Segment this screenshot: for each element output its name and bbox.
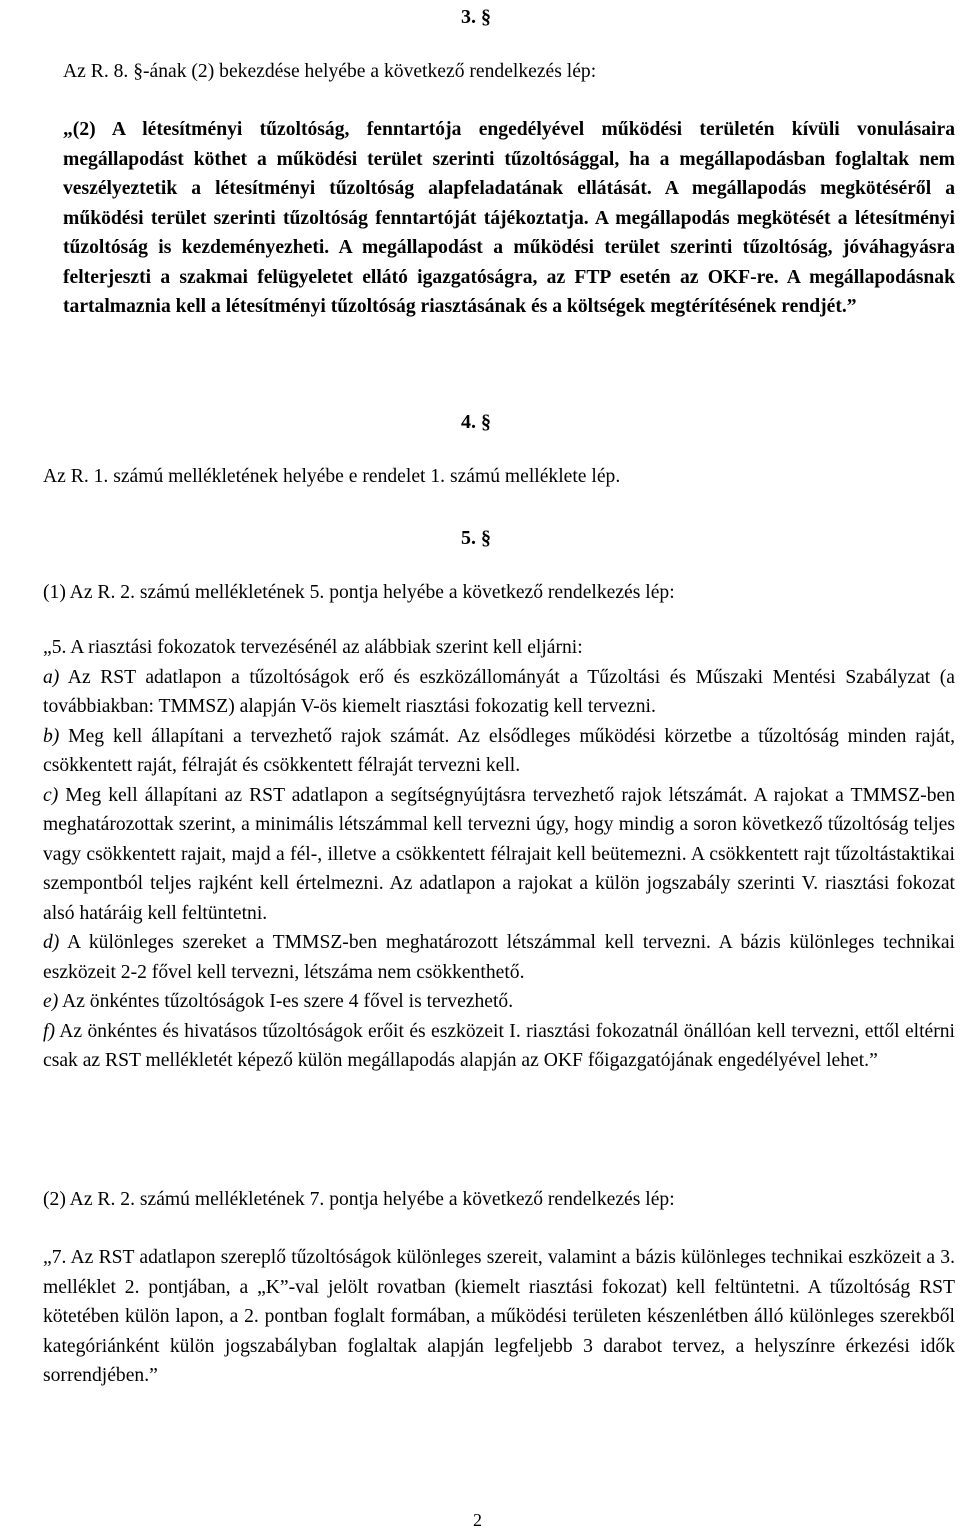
section-4-text: Az R. 1. számú mellékletének helyébe e rendelet 1. számú melléklete lép. [43,466,621,487]
item-letter: e) [43,991,59,1012]
item-letter: b) [43,725,60,747]
section-4-text-block [6,462,955,492]
item-text: A különleges szereket a TMMSZ-ben meghatározott létszámmal kell tervezni. A bázis különleges technikai eszközeit 2-2 fővel kell tervezni, létszáma nem csökkenthető. [43,932,955,983]
item-letter: c) [43,784,59,806]
item-letter: d) [43,932,60,953]
item-text: Az RST adatlapon a tűzoltóságok erő és eszközállományát a Tűzoltási és Műszaki Mentési Szabályzat (a továbbiakban: TMMSZ) alapján V-ös kiemelt riasztási fokozatig kell tervezni. [43,666,955,717]
section-5-point7-block [6,1243,955,1391]
section-3-body-block [6,115,955,322]
point5-item-c [6,781,955,929]
section-5-point5-block [6,633,955,1076]
section-3-body: „(2) A létesítményi tűzoltóság, fenntartója engedélyével működési területén kívüli vonulásaira megállapodást köthet a működési terület szerinti tűzoltósággal, ha a megállapodásban foglaltak nem veszélyeztetik a létesítményi tűzoltóság alapfeladatának ellátását. A megállapodás megkötéséről a működési terület szerinti tűzoltóság fenntartóját tájékoztatja. A megállapodás megkötését a létesítményi tűzoltóság is kezdeményezheti. A megállapodást a működési terület szerinti tűzoltóság, jóváhagyásra felterjeszti a szakmai felügyeletet ellátó igazgatóságra, az FTP esetén az OKF-re. A megállapodásnak tartalmaznia kell a létesítményi tűzoltóság riasztásának és a költségek megtérítésének rendjét.” [63,119,955,317]
point5-item-e [6,987,955,1017]
item-text: Meg kell állapítani az RST adatlapon a segítségnyújtásra tervezhető rajok létszámát. A rajokat a TMMSZ-ben meghatározottak szerint, a minimális létszámmal kell tervezni úgy, hogy mindig a soron következő tűzoltóság teljes vagy csökkentett rajait, majd a fél-, illetve a csökkentett félrajait kell beütemezni. A csökkentett rajt tűzoltástaktikai szempontból teljes rajként kell értelmezni. Az adatlapon a rajokat a külön jogszabály szerinti V. riasztási fokozat alsó határáig kell feltüntetni. [43,784,955,924]
item-text: Az önkéntes tűzoltóságok I-es szere 4 fővel is tervezhető. [58,991,514,1012]
point5-intro: „5. A riasztási fokozatok tervezésénél az alábbiak szerint kell eljárni: [43,637,583,658]
section-3-intro: Az R. 8. §-ának (2) bekezdése helyébe a következő rendelkezés lép: [63,61,597,82]
point5-item-a [6,663,955,722]
section-4-heading: 4. § [461,411,491,433]
item-text: Meg kell állapítani a tervezhető rajok számát. Az elsődleges működési körzetbe a tűzoltóság minden raját, csökkentett raját, félraját és csökkentett félraját tervezni kell. [43,725,955,776]
item-letter: f) [43,1020,55,1042]
point7-text: „7. Az RST adatlapon szereplő tűzoltóságok különleges szereit, valamint a bázis különleges technikai eszközeit a 3. melléklet 2. pontjában, a „K”-val jelölt rovatban (kiemelt riasztási fokozat) kell feltüntetni. A tűzoltóság RST kötetében külön lapon, a 2. pontban foglalt formában, a működési területen készenlétben álló különleges szerekből kategóriánként külön jogszabályban foglaltak alapján legfeljebb 3 darabot tervez, a helyszínre érkezési idők sorrendjében.” [43,1247,955,1386]
section-5-sub1-block [6,578,955,608]
section-3-intro-block [6,57,955,87]
section-5-sub1: (1) Az R. 2. számú mellékletének 5. pontja helyébe a következő rendelkezés lép: [43,582,675,603]
section-5-sub2-block [6,1185,955,1215]
point5-item-d [6,928,955,987]
section-3-heading: 3. § [461,6,491,28]
section-5-sub2: (2) Az R. 2. számú mellékletének 7. pontja helyébe a következő rendelkezés lép: [43,1189,675,1210]
section-5-heading: 5. § [461,527,491,549]
page-number: 2 [473,1510,482,1530]
point5-item-b [6,722,955,781]
item-text: Az önkéntes és hivatásos tűzoltóságok erőit és eszközeit I. riasztási fokozatnál önállóan kell tervezni, ettől eltérni csak az RST mellékletét képező külön megállapodás alapján az OKF főigazgatójának engedélyével lehet.” [43,1020,955,1071]
point5-item-f [6,1017,955,1076]
item-letter: a) [43,666,60,688]
